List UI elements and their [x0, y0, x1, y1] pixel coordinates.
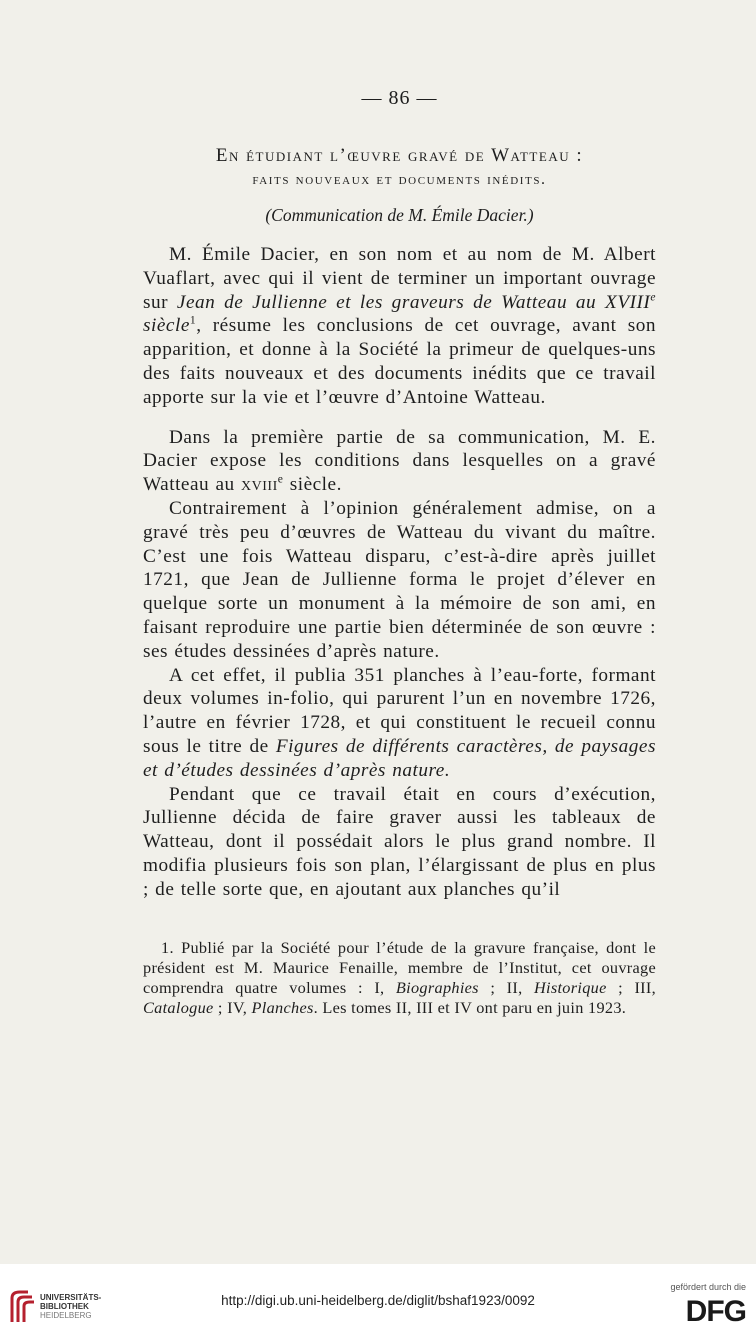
paragraph-2: Dans la première partie de sa communication, M. E. Dacier expose les conditions dans lesquelles on a gravé Watteau au xviii$^e$ siècle. [143, 426, 656, 496]
footnote-ref[interactable]: 1 [189, 313, 197, 327]
library-name[interactable]: UNIVERSITÄTS- BIBLIOTHEK HEIDELBERG [40, 1293, 102, 1320]
text-column [143, 83, 656, 1018]
paragraph-5: Pendant que ce travail était en cours d’exécution, Jullienne décida de faire graver aussi les tableaux de Watteau, dont il possédait alors le plus grand nombre. Il modifia plusieurs fois son plan, l’élargissant de plus en plus ; de telle sorte que, en ajoutant aux planches qu’il [143, 783, 656, 900]
paragraph-1: M. Émile Dacier, en son nom et au nom de M. Albert Vuaflart, avec qui il vient de terminer un important ouvrage sur Jean de Jullienne et les graveurs de Watteau au XVIIIe siècle$^1$, résume les conclusions de cet ouvrage, avant son apparition, et donne à la Société la primeur de quelques-uns des faits nouveaux et des documents inédits que ce travail apporte sur la vie et l’œuvre d’Antoine Watteau. [143, 244, 656, 408]
footnotes [143, 938, 656, 1018]
viewer-footer [0, 1264, 756, 1331]
body-text [143, 243, 656, 902]
funding-note: gefördert durch die [670, 1282, 746, 1292]
paragraph-4: A cet effet, il publia 351 planches à l’eau-forte, formant deux volumes in-folio, qui parurent l’un en novembre 1726, l’autre en février 1728, et qui constituent le recueil connu sous le titre de Figures de différents caractères, de paysages et d’études dessinées d’après nature. [143, 664, 656, 781]
communication-note: (Communication de M. Émile Dacier.) [265, 205, 534, 225]
footnote-1: 1. Publié par la Société pour l’étude de la gravure française, dont le président est M. Maurice Fenaille, membre de l’Institut, cet ouvrage comprendra quatre volumes : I, Biographies ; II, Historique ; III, Catalogue ; IV, Planches. Les tomes II, III et IV ont paru en juin 1923. [143, 937, 656, 1017]
article-subtitle: faits nouveaux et documents inédits. [252, 171, 547, 188]
permalink-url[interactable]: http://digi.ub.uni-heidelberg.de/diglit/bshaf1923/0092 [221, 1293, 535, 1308]
article-title: En étudiant l’œuvre gravé de Watteau : [215, 145, 584, 166]
paragraph-3: Contrairement à l’opinion généralement admise, on a gravé très peu d’œuvres de Watteau du vivant du maître. C’est une fois Watteau disparu, c’est-à-dire après juillet 1721, que Jean de Jullienne forma le projet d’élever en quelque sorte un monument à la mémoire de son ami, en faisant reproduire une partie bien déterminée de son œuvre : ses études dessinées d’après nature. [143, 497, 656, 662]
work-title: Figures de différents caractères, de paysages et d’études dessinées d’après nature. [143, 735, 656, 781]
book-title: Jean de Jullienne et les graveurs de Watteau au XVIIIe siècle [143, 290, 656, 337]
page-number: — 86 — [361, 87, 438, 109]
dfg-logo[interactable]: DFG [685, 1295, 746, 1328]
